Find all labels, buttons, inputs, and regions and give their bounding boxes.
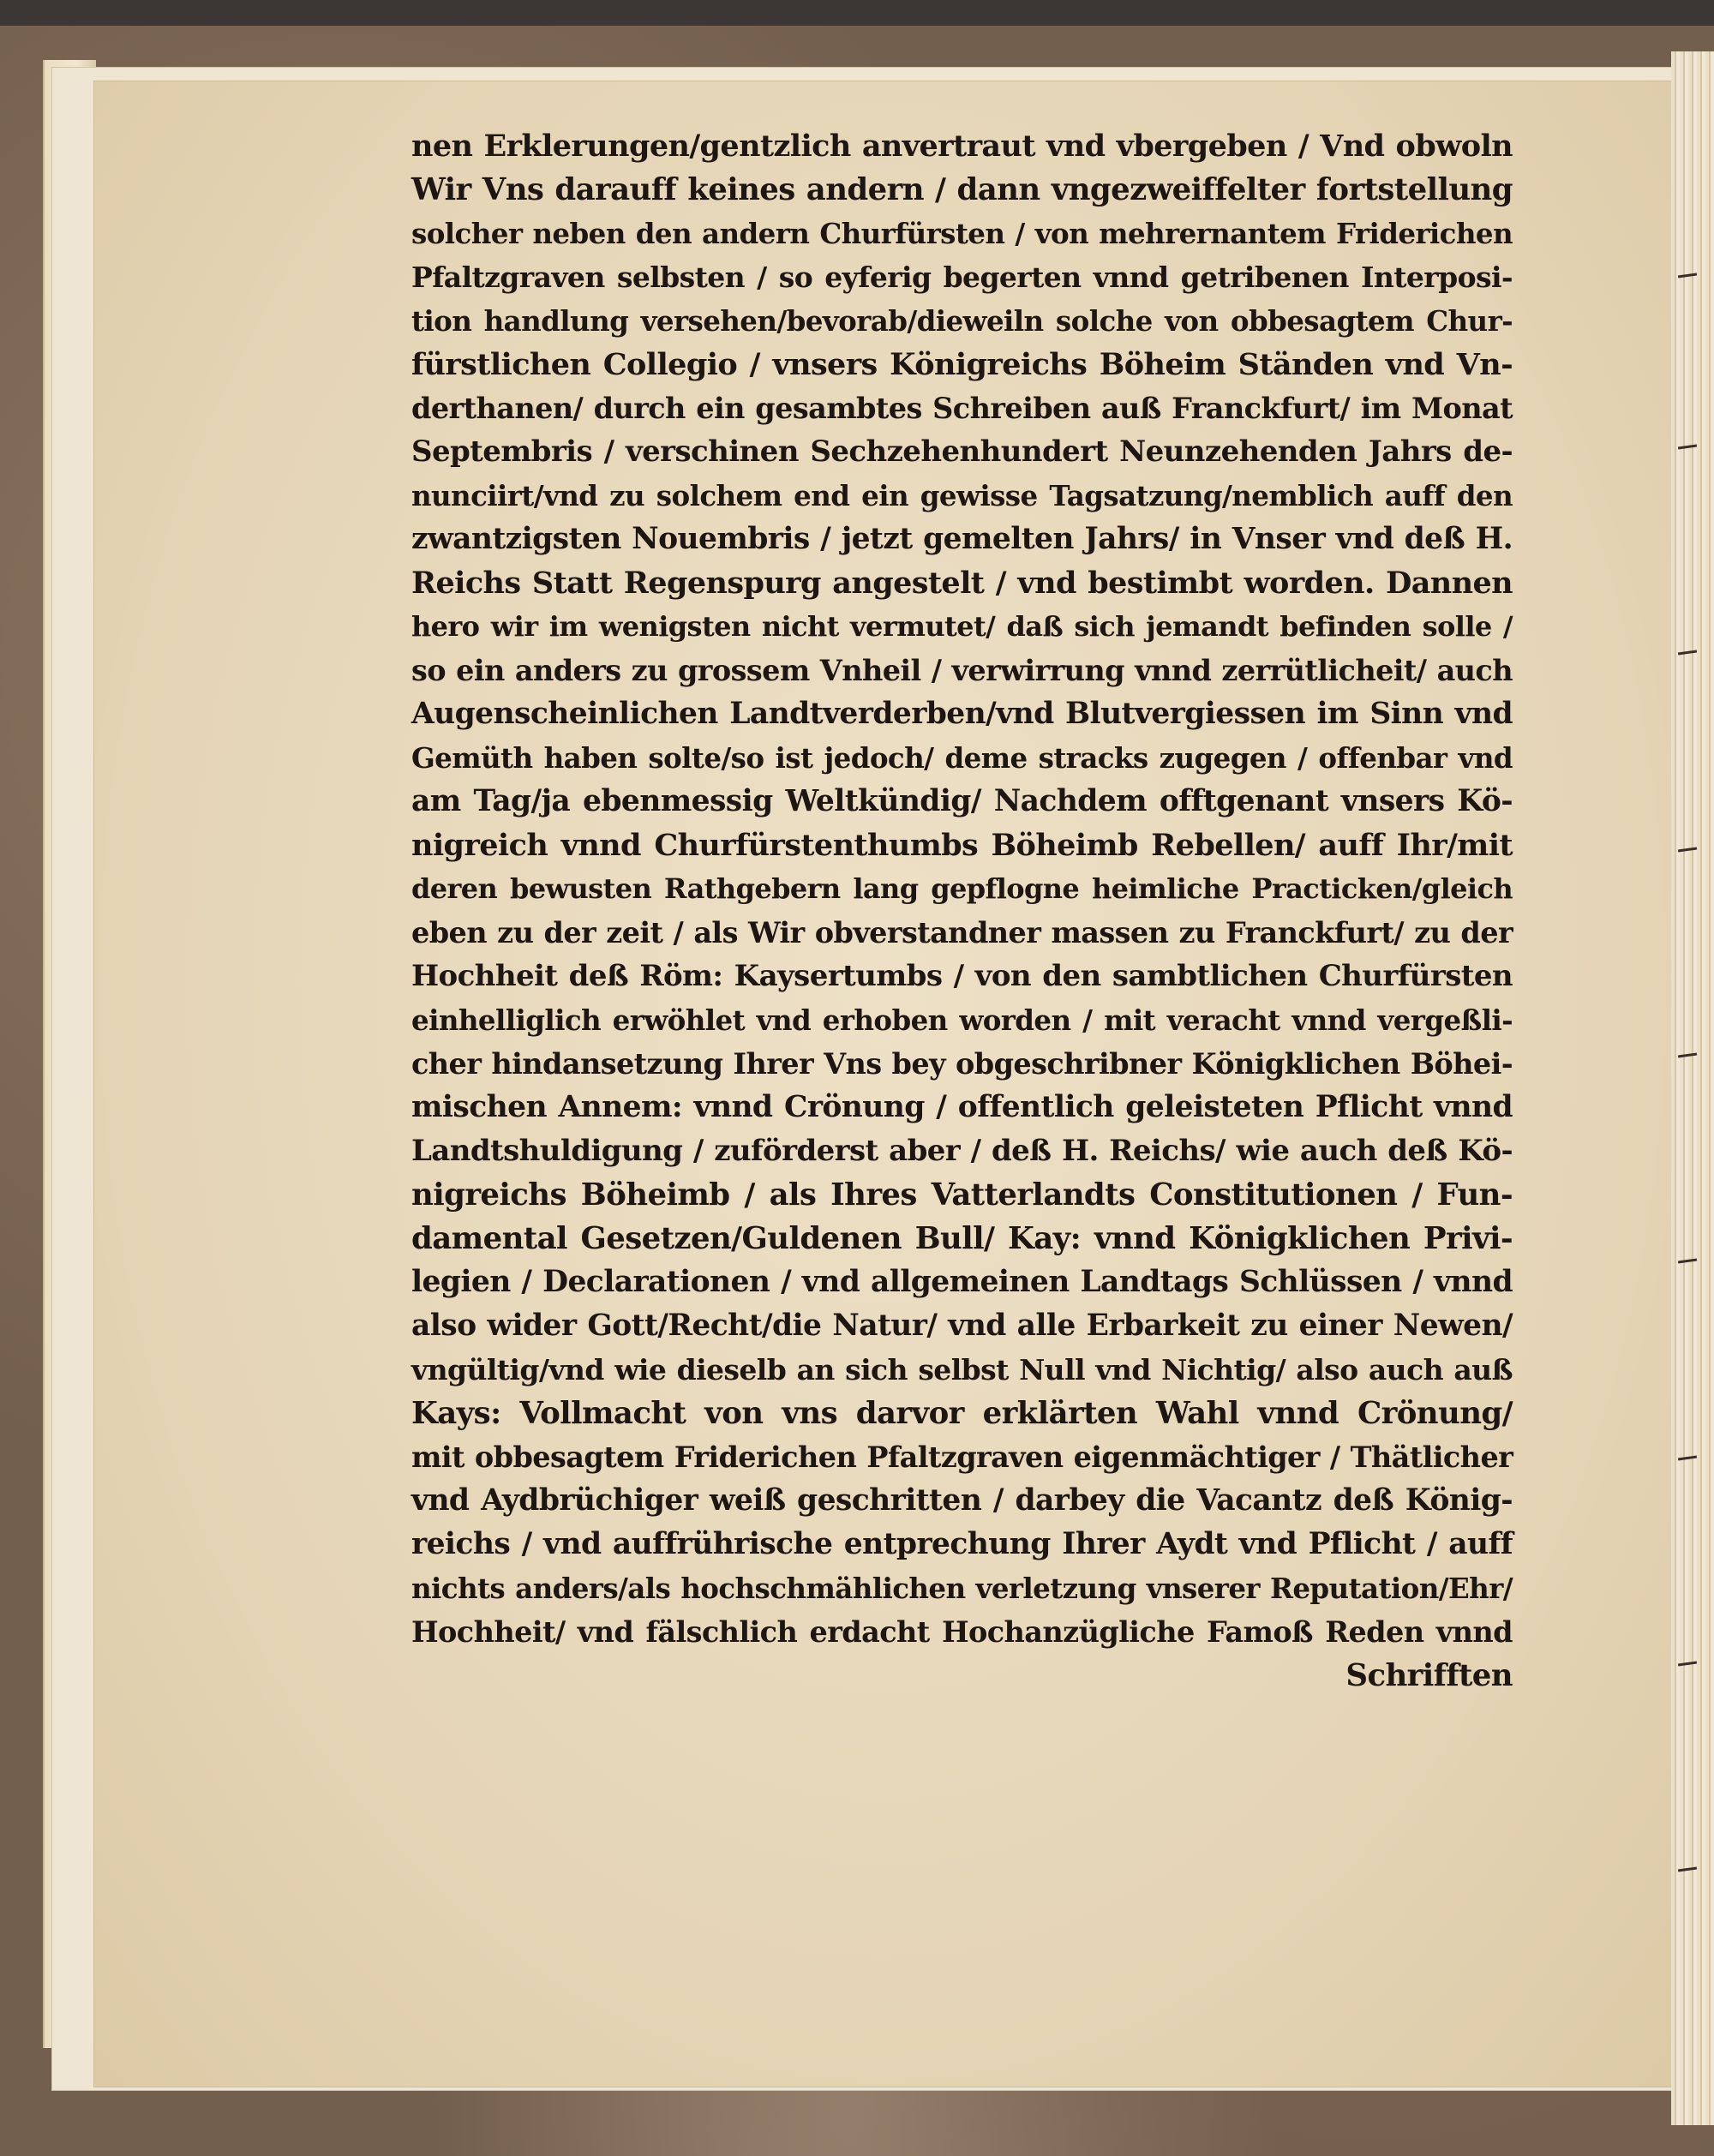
text-line: derthanen/ durch ein gesambtes Schreiben auß Franckfurt/ im Monat xyxy=(411,392,1513,425)
text-line: nichts anders/als hochschmählichen verletzung vnserer Reputation/Ehr/ xyxy=(411,1572,1513,1605)
text-line: tion handlung versehen/bevorab/dieweiln solche von obbesagtem Chur- xyxy=(411,304,1513,338)
text-line: am Tag/ja ebenmessig Weltkündig/ Nachdem offtgenant vnsers Kö- xyxy=(411,784,1513,818)
text-line: zwantzigsten Nouembris / jetzt gemelten Jahrs/ in Vnser vnd deß H. xyxy=(411,522,1513,556)
text-line: Wir Vns darauff keines andern / dann vngezweiffelter fortstellung xyxy=(411,172,1513,207)
text-line: so ein anders zu grossem Vnheil / verwirrung vnnd zerrütlicheit/ auch xyxy=(411,654,1513,687)
text-line: Gemüth haben solte/so ist jedoch/ deme stracks zugegen / offenbar vnd xyxy=(411,741,1513,775)
text-line: also wider Gott/Recht/die Natur/ vnd alle Erbarkeit zu einer Newen/ xyxy=(411,1309,1513,1343)
body-text xyxy=(411,124,1513,1698)
text-line: reichs / vnd auffrührische entprechung Ihrer Aydt vnd Pflicht / auff xyxy=(411,1527,1513,1561)
right-page-stack xyxy=(1671,51,1714,2125)
text-line: einhelliglich erwöhlet vnd erhoben worden / mit veracht vnnd vergeßli- xyxy=(411,1003,1513,1037)
text-line: nen Erklerungen/gentzlich anvertraut vnd vbergeben / Vnd obwoln xyxy=(411,129,1513,164)
text-line: cher hindansetzung Ihrer Vns bey obgeschribner Königklichen Böhei- xyxy=(411,1047,1513,1081)
text-line: mischen Annem: vnnd Crönung / offentlich geleisteten Pflicht vnnd xyxy=(411,1090,1513,1124)
catchword: Schrifften xyxy=(1345,1658,1513,1693)
text-line: legien / Declarationen / vnd allgemeinen Landtags Schlüssen / vnnd xyxy=(411,1265,1513,1299)
text-line: Reichs Statt Regenspurg angestelt / vnd bestimbt worden. Dannen xyxy=(411,566,1513,601)
text-line: damental Gesetzen/Guldenen Bull/ Kay: vnnd Königklichen Privi- xyxy=(411,1221,1513,1256)
text-line: Augenscheinlichen Landtverderben/vnd Blutvergiessen im Sinn vnd xyxy=(411,697,1513,731)
text-line: nigreichs Böheimb / als Ihres Vatterlandts Constitutionen / Fun- xyxy=(411,1177,1513,1213)
text-line: Septembris / verschinen Sechzehenhundert Neunzehenden Jahrs de- xyxy=(411,434,1513,469)
text-line: eben zu der zeit / als Wir obverstandner massen zu Franckfurt/ zu der xyxy=(411,916,1513,949)
text-line: Pfaltzgraven selbsten / so eyferig begerten vnnd getribenen Interposi- xyxy=(411,261,1513,294)
text-line: vngültig/vnd wie dieselb an sich selbst Null vnd Nichtig/ also auch auß xyxy=(411,1353,1513,1386)
text-line: Landtshuldigung / zuförderst aber / deß H. Reichs/ wie auch deß Kö- xyxy=(411,1134,1513,1168)
text-line: hero wir im wenigsten nicht vermutet/ daß sich jemandt befinden solle / xyxy=(411,610,1513,643)
text-line: Hochheit/ vnd fälschlich erdacht Hochanzügliche Famoß Reden vnnd xyxy=(411,1615,1513,1649)
text-line: Hochheit deß Röm: Kaysertumbs / von den sambtlichen Churfürsten xyxy=(411,959,1513,993)
text-line: solcher neben den andern Churfürsten / von mehrernantem Friderichen xyxy=(411,217,1513,250)
text-line: mit obbesagtem Friderichen Pfaltzgraven eigenmächtiger / Thätlicher xyxy=(411,1440,1513,1474)
text-line: Kays: Vollmacht von vns darvor erklärten Wahl vnnd Crönung/ xyxy=(411,1396,1513,1431)
text-line: nigreich vnnd Churfürstenthumbs Böheimb Rebellen/ auff Ihr/mit xyxy=(411,828,1513,863)
text-line: vnd Aydbrüchiger weiß geschritten / darbey die Vacantz deß König- xyxy=(411,1483,1513,1518)
text-line: fürstlichen Collegio / vnsers Königreichs Böheim Ständen vnd Vn- xyxy=(411,347,1513,382)
text-line: deren bewusten Rathgebern lang gepflogne heimliche Practicken/gleich xyxy=(411,872,1513,905)
text-line: nunciirt/vnd zu solchem end ein gewisse Tagsatzung/nemblich auff den xyxy=(411,479,1513,512)
